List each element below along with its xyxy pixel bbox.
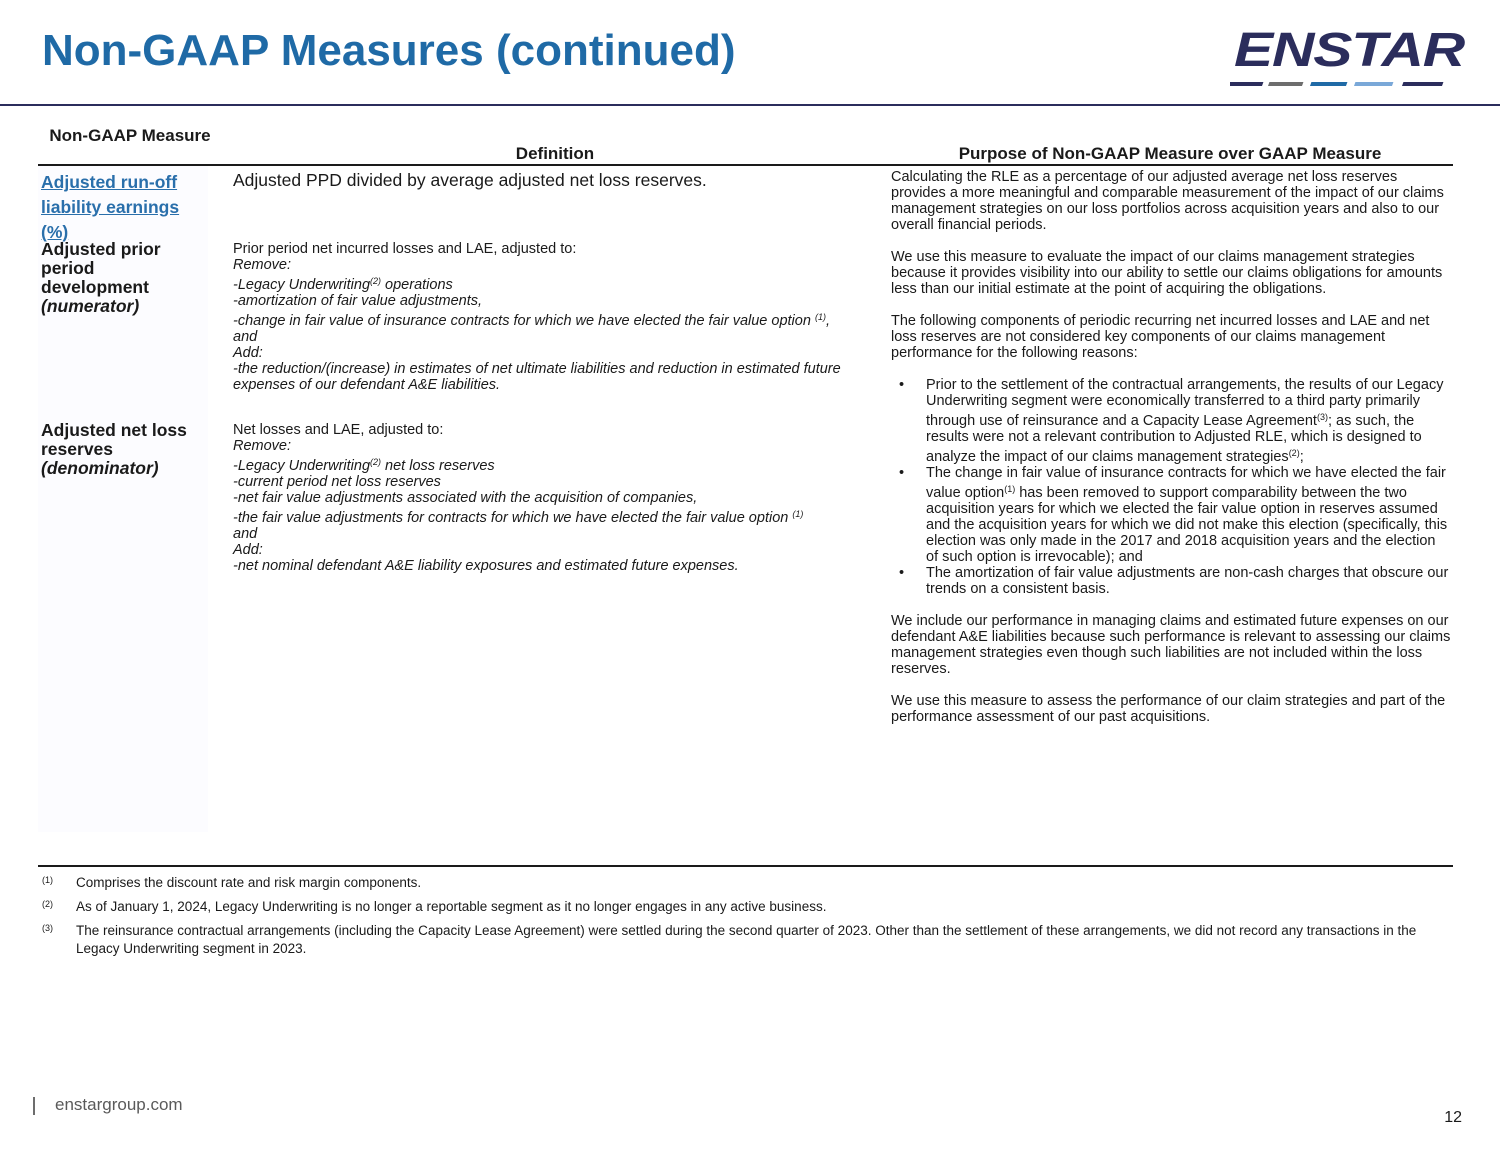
footnote-divider: [38, 865, 1453, 867]
def-line: -the reduction/(increase) in estimates of net ultimate liabilities and reduction in estimated future expenses of our defendant A&E liabilities.: [233, 361, 841, 393]
purpose-column: [891, 169, 1451, 741]
footnote-mark: (3): [42, 923, 53, 933]
enstar-logo: [1230, 20, 1470, 92]
definition-adjusted-rle: Adjusted PPD divided by average adjusted net loss reserves.: [233, 170, 707, 190]
def-text: ,: [825, 313, 830, 329]
def-line: Add:: [233, 345, 263, 361]
def-line: Add:: [233, 542, 263, 558]
header-definition: Definition: [515, 144, 595, 163]
purpose-bullet: [891, 565, 1451, 597]
def-line: -net nominal defendant A&E liability exposures and estimated future expenses.: [233, 558, 739, 574]
footnote-mark: (1): [42, 875, 53, 885]
footnote-ref: (1): [814, 312, 826, 322]
purpose-bullet: [891, 465, 1451, 565]
purpose-bullet: [891, 377, 1451, 465]
def-line: Prior period net incurred losses and LAE, adjusted to:: [233, 241, 577, 257]
bullet-text: The change in fair value of insurance contracts for which we have elected the fair value option: [926, 465, 1446, 501]
footnote-ref: (1): [1004, 484, 1016, 494]
def-text: -Legacy Underwriting: [233, 458, 371, 474]
measure-adjusted-nlr: [41, 421, 206, 478]
def-line: -amortization of fair value adjustments,: [233, 293, 483, 309]
bullet-text: ;: [1299, 449, 1304, 465]
measure-adjusted-nlr-sub: (denominator): [41, 458, 159, 478]
footnote-ref: (2): [1288, 448, 1300, 458]
purpose-bullet-list: [891, 377, 1451, 597]
def-line: [233, 273, 878, 293]
footnote-ref: (2): [370, 276, 382, 286]
def-line: Remove:: [233, 257, 292, 273]
header-purpose: Purpose of Non-GAAP Measure over GAAP Measure: [958, 144, 1382, 163]
footer-url[interactable]: enstargroup.com: [55, 1095, 183, 1114]
measure-adjusted-nlr-label: Adjusted net loss reserves: [41, 420, 187, 459]
bullet-icon: •: [899, 565, 905, 581]
purpose-paragraph: Calculating the RLE as a percentage of our adjusted average net loss reserves provides a more meaningful and comparable measurement of the impact of our claims management strategies on our loss portfolios across acquisition years and also to our overall financial periods.: [891, 169, 1444, 233]
enstar-logo-graphic: [1230, 20, 1470, 92]
footnote-ref: (1): [792, 509, 804, 519]
bullet-icon: •: [899, 465, 905, 481]
def-line: [233, 309, 878, 329]
purpose-paragraph: We include our performance in managing claims and estimated future expenses on our defendant A&E liabilities because such performance is relevant to assessing our claims management strategies even though such liabilities are not included within the loss reserves.: [891, 613, 1451, 677]
purpose-paragraph: We use this measure to evaluate the impact of our claims management strategies because it provides visibility into our ability to settle our claims obligations for amounts less than our initial estimate at the point of acquiring the obligations.: [891, 249, 1443, 297]
def-text: -the fair value adjustments for contracts for which we have elected the fair value option: [233, 510, 793, 526]
def-text: -change in fair value of insurance contracts for which we have elected the fair value option: [233, 313, 815, 329]
def-line: and: [233, 329, 258, 345]
footnote-ref: (3): [1316, 412, 1328, 422]
def-text: operations: [381, 277, 453, 293]
footnote-ref: (2): [370, 457, 382, 467]
bullet-icon: •: [899, 377, 905, 393]
page-title: Non-GAAP Measures (continued): [42, 26, 736, 75]
def-line: -current period net loss reserves: [233, 474, 441, 490]
footnote-text: Comprises the discount rate and risk margin components.: [76, 875, 422, 890]
def-line: and: [233, 526, 258, 542]
measure-adjusted-ppd-sub: (numerator): [41, 296, 140, 316]
purpose-paragraph: The following components of periodic recurring net incurred losses and LAE and net loss reserves are not considered key components of our claims management performance for the following reasons:: [891, 313, 1430, 361]
bullet-text: has been removed to support comparability between the two acquisition years for which we elected the fair value option in reserves assumed and the acquisition years for which we did not make this election (specifically, this election was only made in the 2017 and 2018 acquisition years and the election of such option is irrevocable); and: [926, 485, 1448, 565]
def-text: -Legacy Underwriting: [233, 277, 371, 293]
measure-adjusted-rle[interactable]: [41, 170, 206, 245]
header-measure: Non-GAAP Measure: [49, 126, 211, 145]
definition-adjusted-nlr: [233, 422, 878, 574]
bullet-text: The amortization of fair value adjustments are non-cash charges that obscure our trends on a consistent basis.: [926, 565, 1449, 597]
measure-adjusted-ppd-label: Adjusted prior period development: [41, 239, 161, 297]
definition-adjusted-ppd: [233, 241, 878, 393]
footnote-text: As of January 1, 2024, Legacy Underwriting is no longer a reportable segment as it no longer engages in any active business.: [76, 899, 827, 914]
footnote-1: [42, 874, 1422, 892]
def-line: Net losses and LAE, adjusted to:: [233, 422, 444, 438]
def-line: Remove:: [233, 438, 292, 454]
def-line: [233, 506, 878, 526]
header-divider: [0, 104, 1500, 106]
def-line: [233, 454, 878, 474]
purpose-paragraph: We use this measure to assess the performance of our claim strategies and part of the performance assessment of our past acquisitions.: [891, 693, 1446, 725]
table-header-rule: [38, 164, 1453, 166]
measure-adjusted-ppd: [41, 240, 206, 316]
footnote-3: [42, 922, 1422, 958]
bullet-text: ; as such, the results were not a relevant contribution to Adjusted RLE, which is designed to analyze the impact of our claims management strategies: [926, 413, 1422, 465]
footer-divider: [33, 1097, 35, 1115]
logo-wordmark: ENSTAR: [1234, 24, 1466, 77]
bullet-text: Prior to the settlement of the contractual arrangements, the results of our Legacy Underwriting segment were economically transferred to a third party primarily through use of reinsurance and a Capacity Lease Agreement: [926, 377, 1444, 429]
footnote-2: [42, 898, 1422, 916]
footnote-mark: (2): [42, 899, 53, 909]
measure-adjusted-rle-link[interactable]: Adjusted run-off liability earnings (%): [41, 172, 180, 242]
footnote-text: The reinsurance contractual arrangements (including the Capacity Lease Agreement) were settled during the second quarter of 2023. Other than the settlement of these arrangements, we did not record any transactions in the Legacy Underwriting segment in 2023.: [76, 923, 1417, 956]
def-text: net loss reserves: [381, 458, 495, 474]
def-line: -net fair value adjustments associated with the acquisition of companies,: [233, 490, 698, 506]
page-number: 12: [1444, 1109, 1462, 1126]
